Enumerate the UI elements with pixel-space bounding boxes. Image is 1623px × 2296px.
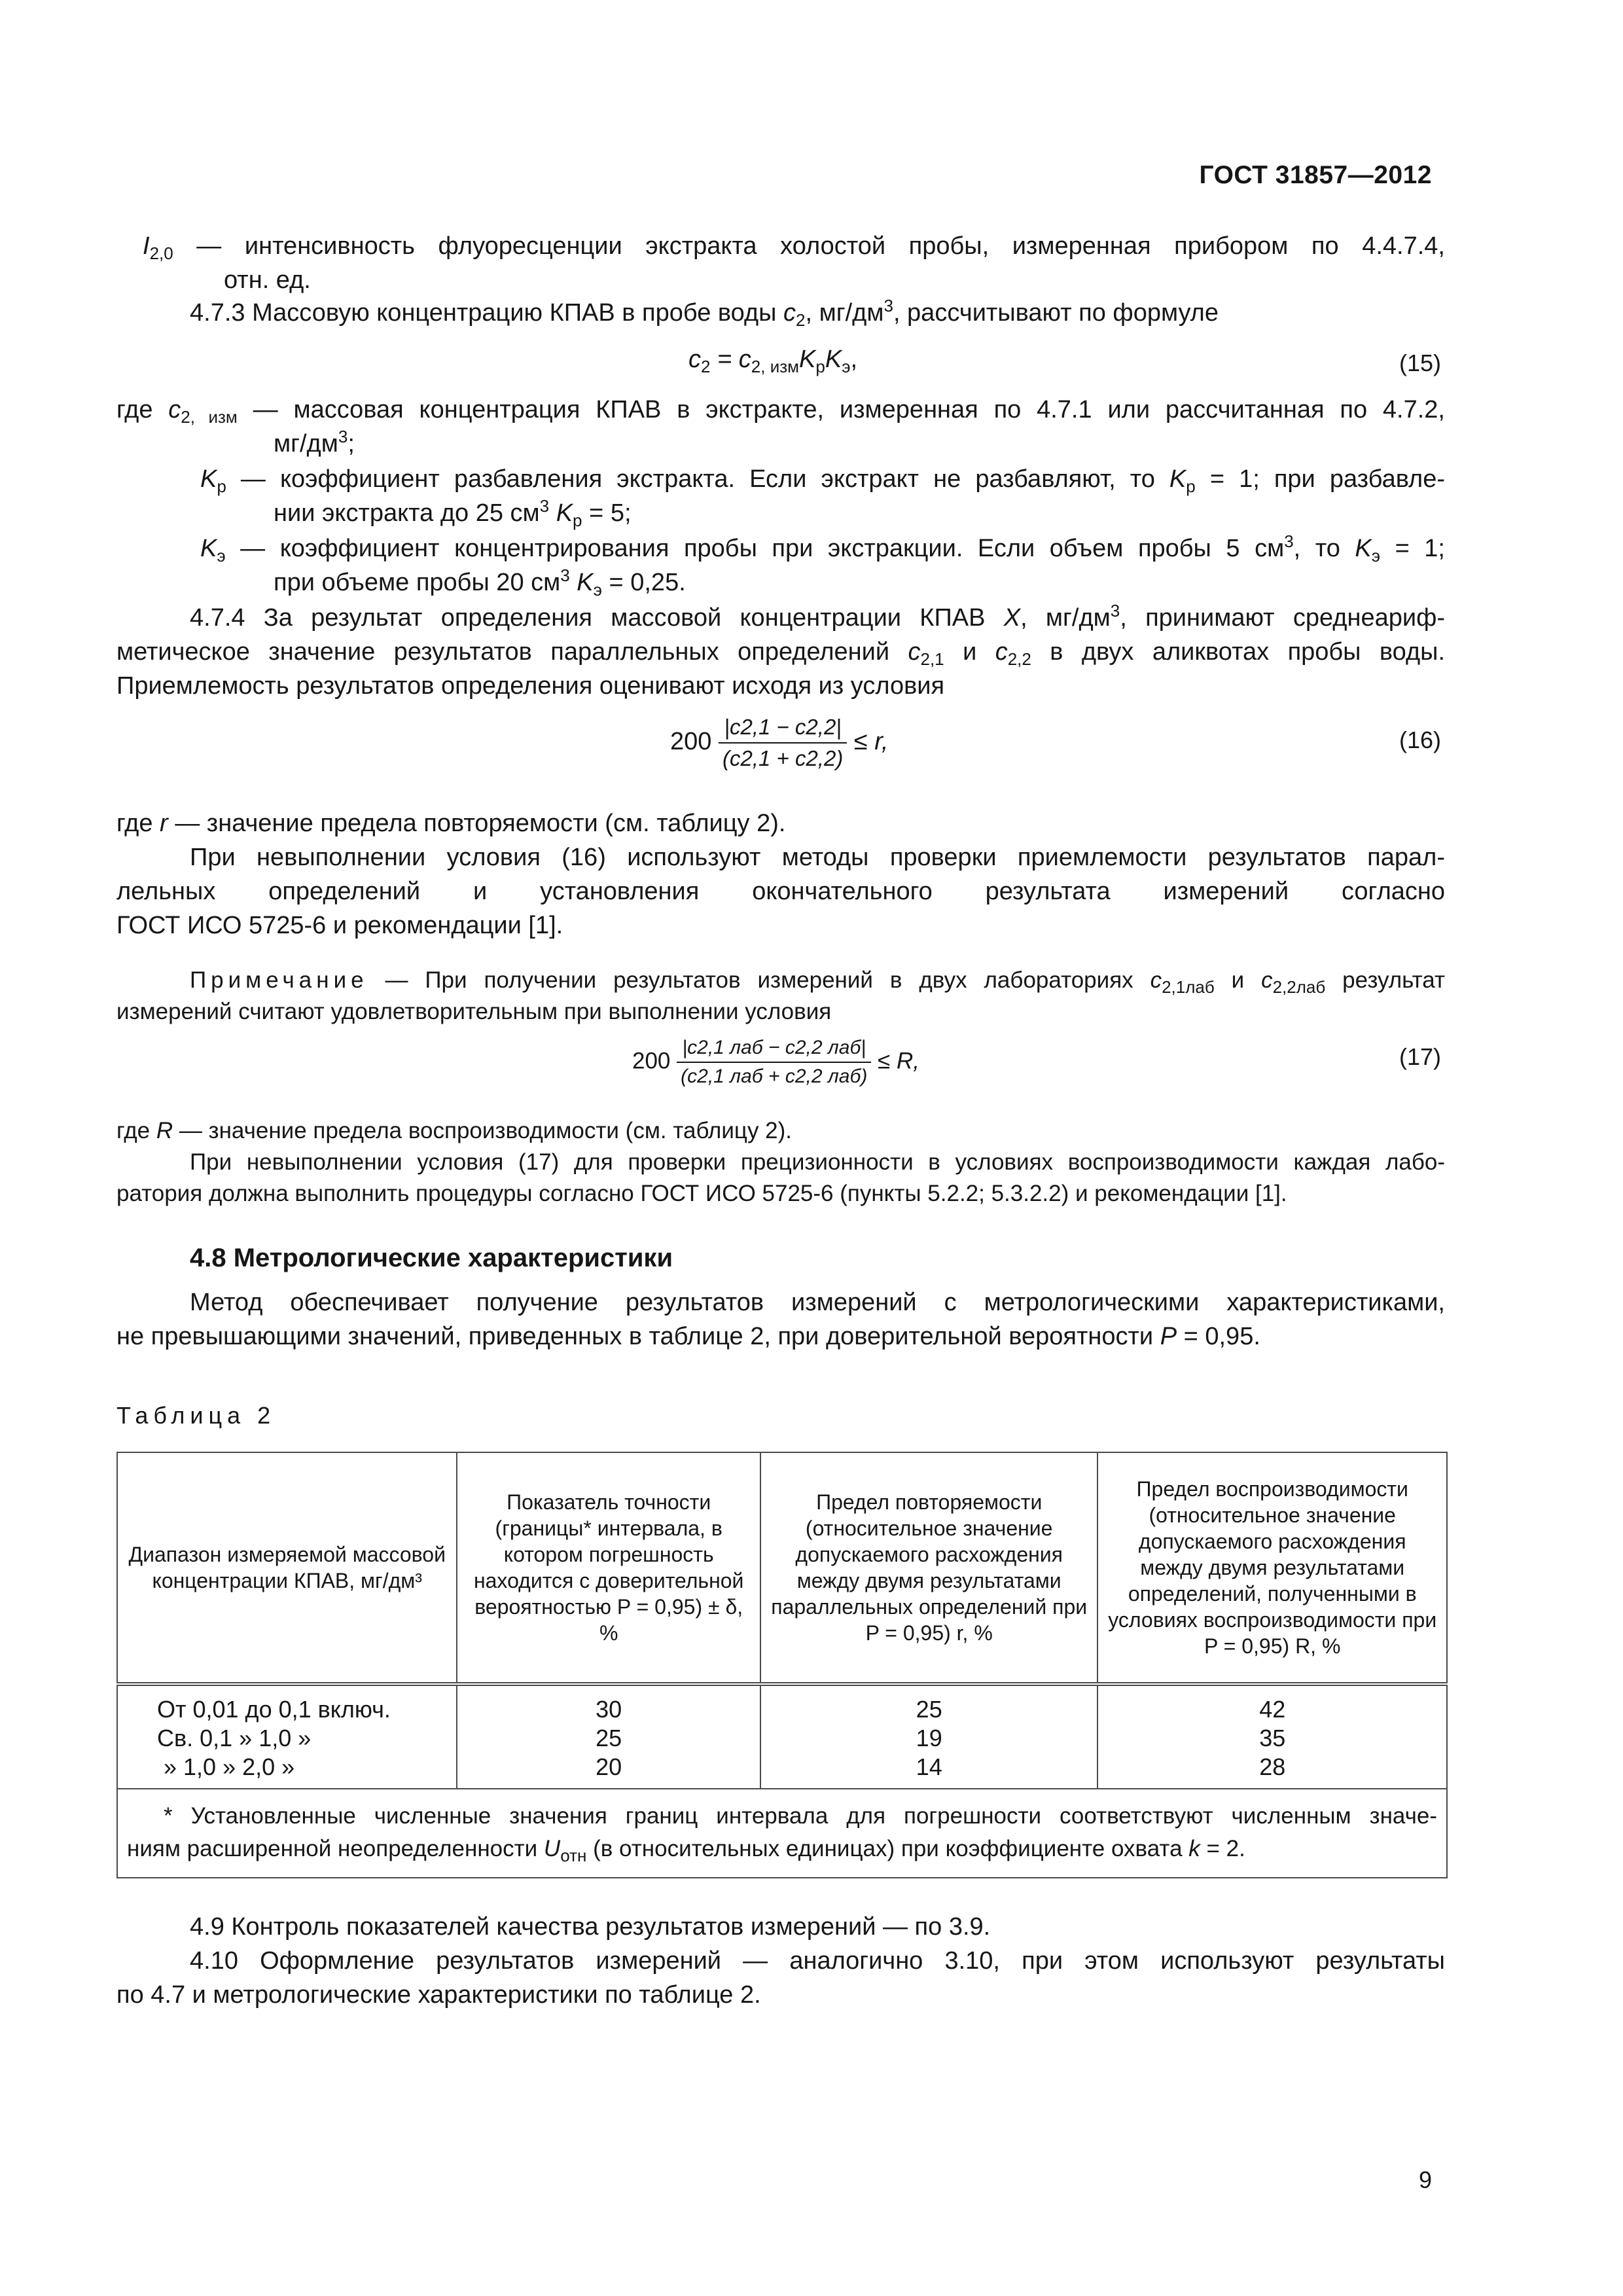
formula-15-number: (15) bbox=[1399, 350, 1441, 376]
table-2-header-repeatability: Предел повторяемости (относительное значение допускаемого расхождения между двумя результатами параллельных определений при P = 0,95) r, % bbox=[760, 1452, 1097, 1684]
table-2-header-accuracy: Показатель точности (границы* интервала, в котором погрешность находится с доверительной вероятностью P = 0,95) ± δ, % bbox=[457, 1452, 760, 1684]
table-2-header-row bbox=[117, 1452, 1447, 1684]
i20-definition-line1: $I_{2,0}$ — интенсивность флуоресценции экстракта холостой пробы, измеренная прибором по 4.4.7.4, bbox=[143, 232, 1445, 263]
formula-16: 200 $\frac{|c2,1 - c2,2|}{(c2,1 + c2,2)}$ ≤ r, bbox=[670, 715, 889, 770]
para-4-9: 4.9 Контроль показателей качества результатов измерений — по 3.9. bbox=[190, 1913, 991, 1941]
where-R-line2: При невыполнении условия (17) для проверки прецизионности в условиях воспроизводимости каждая лабо- bbox=[190, 1149, 1445, 1175]
table-2-caption: Таблица 2 bbox=[116, 1402, 276, 1429]
table-2-accuracy-cell: 30 25 20 bbox=[457, 1684, 760, 1789]
para-4-10-line2: по 4.7 и метрологические характеристики по таблице 2. bbox=[116, 1981, 761, 2009]
table-2-repeatability-cell: 25 19 14 bbox=[760, 1684, 1097, 1789]
where-r: где r — значение предела повторяемости (см. таблицу 2). bbox=[116, 810, 786, 837]
where-c2izm-line1: где $c_{2, изм}$ — массовая концентрация КПАВ в экстракте, измеренная по 4.7.1 или рассчитанная по 4.7.2, bbox=[116, 396, 1445, 427]
table-row: От 0,01 до 0,1 включ. bbox=[157, 1696, 391, 1723]
i20-definition-line2: отн. ед. bbox=[224, 266, 311, 294]
where-ke-line2: при объеме пробы 20 $см^3$ $K_э = 0,25$. bbox=[274, 565, 686, 600]
table-2-footnote: * Установленные численные значения границ интервала для погрешности соответствуют численным значе- ниям расширенной неопределенности $U_{отн}$ (в относительных единицах) при коэффициенте охвата k = 2. bbox=[117, 1789, 1447, 1878]
para-4-10-line1: 4.10 Оформление результатов измерений — аналогично 3.10, при этом используют результаты bbox=[190, 1947, 1445, 1975]
table-row: » 1,0 » 2,0 » bbox=[164, 1753, 295, 1780]
section-4-8-line1: Метод обеспечивает получение результатов измерений с метрологическими характеристиками, bbox=[190, 1289, 1445, 1316]
where-c2izm-line2: $мг/дм^3$; bbox=[274, 427, 355, 457]
formula-17: 200 $\frac{\text{|c2,1 лаб − c2,2 лаб|}}{\text{(c2,1 лаб + c2,2 лаб)}}$ ≤ R, bbox=[632, 1037, 920, 1087]
where-R-line3: ратория должна выполнить процедуры согласно ГОСТ ИСО 5725-6 (пункты 5.2.2; 5.3.2.2) и рекомендации [1]. bbox=[116, 1181, 1287, 1206]
page-number: 9 bbox=[1418, 2166, 1432, 2193]
table-2 bbox=[116, 1452, 1448, 1878]
para-4-7-4-line2: метическое значение результатов параллельных определений $c_{2,1}$ и $c_{2,2}$ в двух аликвотах пробы воды. bbox=[116, 638, 1446, 669]
table-2-header-reproducibility: Предел воспроизводимости (относительное значение допускаемого расхождения между двумя результатами определений, полученными в условиях воспроизводимости при P = 0,95) R, % bbox=[1097, 1452, 1447, 1684]
formula-17-number: (17) bbox=[1399, 1043, 1441, 1070]
section-4-8-line2: не превышающими значений, приведенных в таблице 2, при доверительной вероятности P = 0,95. bbox=[116, 1323, 1260, 1350]
table-row: Св. 0,1 » 1,0 » bbox=[157, 1725, 312, 1751]
where-kp-line1: $K_р$ — коэффициент разбавления экстракта. Если экстракт не разбавляют, то $K_р = 1$; при разбавле- bbox=[200, 465, 1445, 496]
para-4-7-4-line3: Приемлемость результатов определения оценивают исходя из условия bbox=[116, 672, 945, 700]
table-2-header-range: Диапазон измеряемой массовой концентрации КПАВ, мг/дм³ bbox=[117, 1452, 457, 1684]
table-2-footnote-row bbox=[117, 1789, 1447, 1878]
where-ke-line1: $K_э$ — коэффициент концентрирования пробы при экстракции. Если объем пробы 5 $см^3$, то $K_э = 1$; bbox=[200, 531, 1445, 565]
note-line2: измерений считают удовлетворительным при выполнении условия bbox=[116, 999, 832, 1024]
table-2-data-row bbox=[117, 1684, 1447, 1789]
table-2-reproducibility-cell: 42 35 28 bbox=[1097, 1684, 1447, 1789]
formula-17-fraction: $\frac{\text{|c2,1 лаб − c2,2 лаб|}}{\text{(c2,1 лаб + c2,2 лаб)}}$ bbox=[677, 1037, 871, 1088]
section-4-8-title: 4.8 Метрологические характеристики bbox=[190, 1244, 673, 1272]
formula-16-fraction: $\frac{|c2,1 - c2,2|}{(c2,1 + c2,2)}$ bbox=[719, 715, 847, 771]
fail16-line3: ГОСТ ИСО 5725-6 и рекомендации [1]. bbox=[116, 912, 563, 939]
fail16-line1: При невыполнении условия (16) используют методы проверки приемлемости результатов парал- bbox=[190, 844, 1445, 871]
where-R: где R — значение предела воспроизводимости (см. таблицу 2). bbox=[116, 1118, 793, 1143]
table-2-range-cell bbox=[117, 1684, 457, 1789]
para-4-7-3: 4.7.3 Массовую концентрацию КПАВ в пробе воды $c_2$, $мг/дм^3$, рассчитывают по формуле bbox=[190, 296, 1219, 330]
fail16-line2: лельных определений и установления окончательного результата измерений согласно bbox=[116, 878, 1445, 905]
formula-15: $c_2 = c_{2, изм}K_рK_э$, bbox=[688, 346, 858, 376]
where-kp-line2: нии экстракта до 25 $см^3$ $K_р = 5$; bbox=[274, 496, 632, 530]
note-line1: Примечание — При получении результатов измерений в двух лабораториях $c_{2,1лаб}$ и $c_{2,2лаб}$ результат bbox=[190, 967, 1446, 997]
para-4-7-4-line1: 4.7.4 За результат определения массовой концентрации КПАВ X, $мг/дм^3$, принимают среднеариф- bbox=[190, 601, 1445, 632]
formula-16-number: (16) bbox=[1399, 726, 1441, 753]
document-code-header: ГОСТ 31857—2012 bbox=[1199, 161, 1432, 189]
